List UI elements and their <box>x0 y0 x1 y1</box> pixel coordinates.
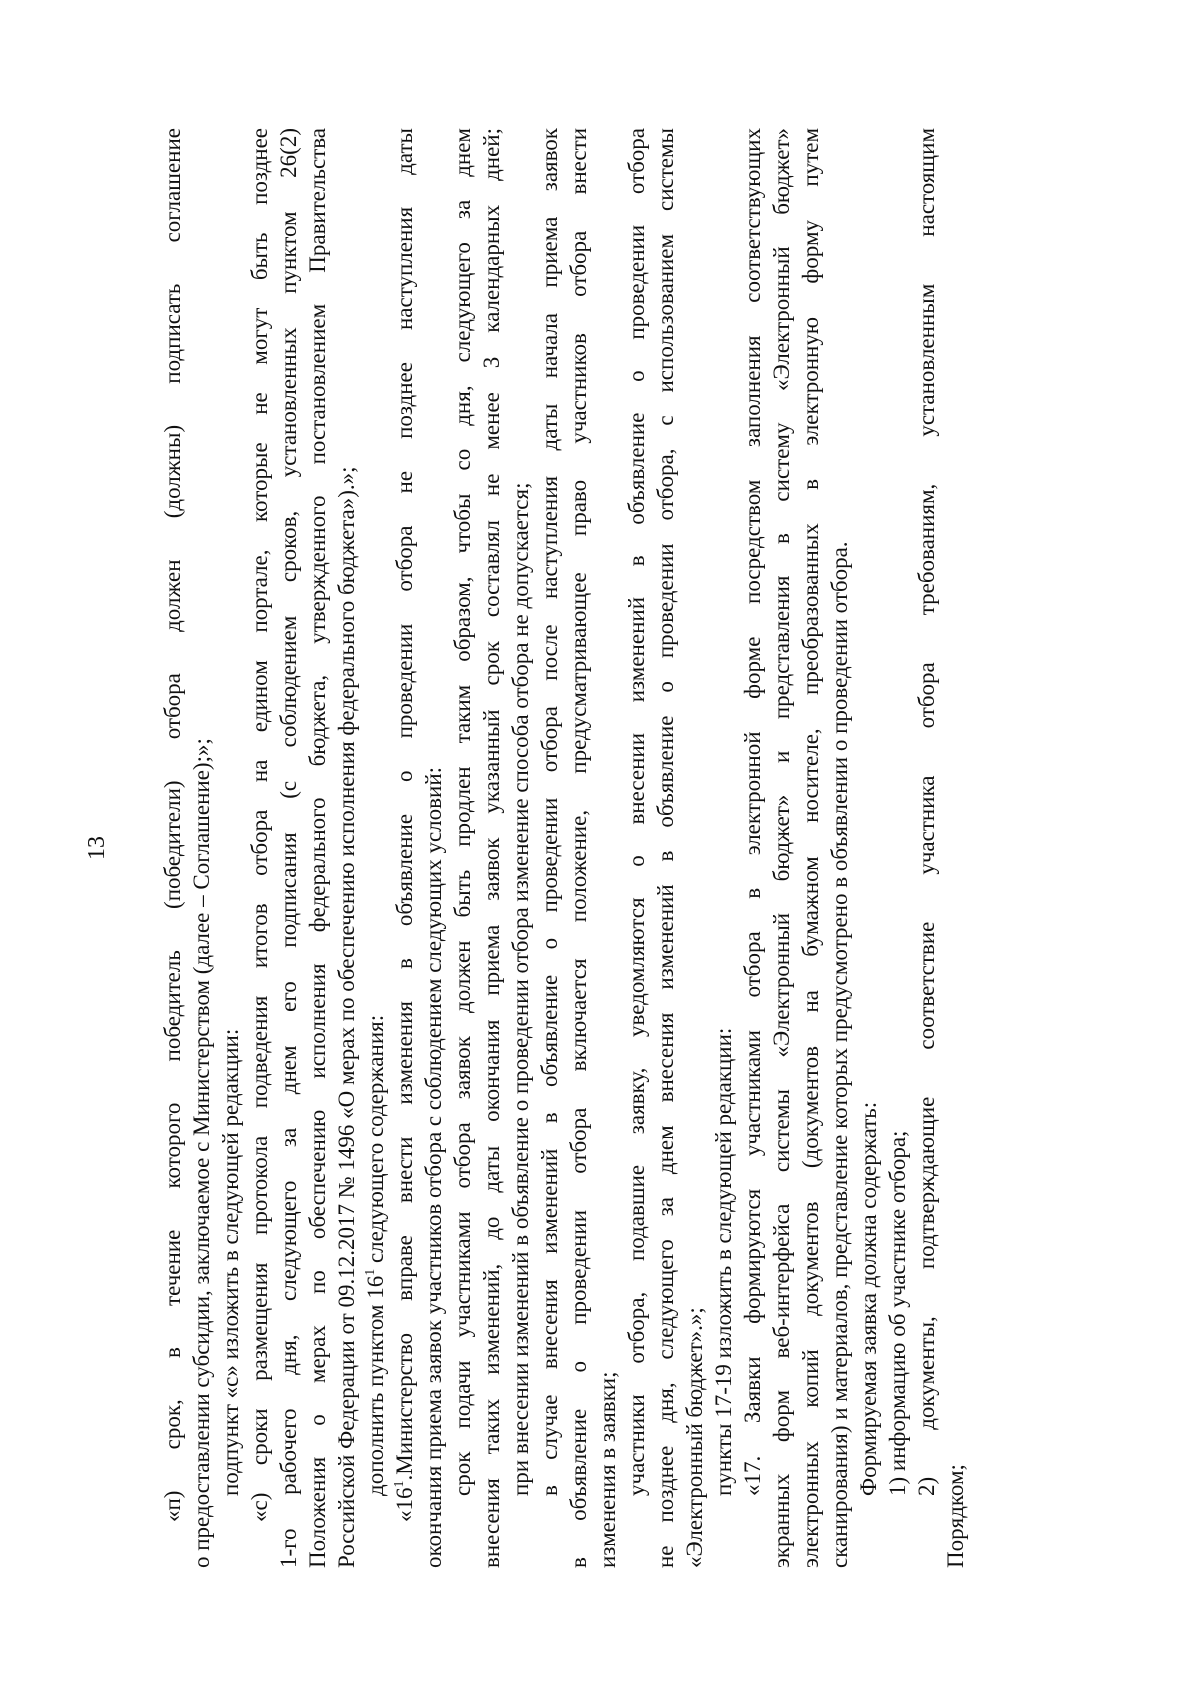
text-fragment: «16 <box>392 1487 417 1522</box>
text-line: Положения о мерах по обеспечению исполнения федерального бюджета, утвержденного постановлением Правительства <box>305 128 330 1568</box>
text-line: Формируемая заявка должна содержать: <box>856 1101 881 1496</box>
text-line: 1) информацию об участнике отбора; <box>885 1130 910 1496</box>
superscript: 1 <box>392 1480 407 1488</box>
superscript: 1 <box>363 1268 378 1276</box>
text-line: внесения таких изменений, до даты окончания приема заявок указанный срок составлял не менее 3 календарных дней; <box>479 128 504 1568</box>
text-fragment: .Министерство вправе внести изменения в объявление о проведении отбора не позднее наступления даты <box>392 128 417 1481</box>
text-line: «Электронный бюджет».»; <box>682 1307 707 1568</box>
text-line: участники отбора, подавшие заявку, уведомляются о внесении изменений в объявление о проведении отбора <box>624 128 649 1496</box>
text-line: при внесении изменений в объявление о проведении отбора изменение способа отбора не допускается; <box>508 482 533 1496</box>
text-line: пункты 17-19 изложить в следующей редакции: <box>711 1027 736 1496</box>
text-line: срок подачи участниками отбора заявок должен быть продлен таким образом, чтобы со дня, следующего за днем <box>450 128 475 1496</box>
page-number: 13 <box>84 836 110 860</box>
text-line: в объявление о проведении отбора включается положение, предусматривающее право участников отбора внести <box>566 128 591 1568</box>
text-line: изменения в заявки; <box>595 1371 620 1568</box>
text-line: подпункт «с» изложить в следующей редакции: <box>218 1028 243 1496</box>
text-fragment: следующего содержания: <box>363 1014 388 1269</box>
document-body <box>158 128 970 1568</box>
rotated-content <box>82 128 1142 1568</box>
text-line <box>390 128 419 1568</box>
text-line: не позднее дня, следующего за днем внесения изменений в объявление о проведении отбора, с использованием системы <box>653 128 678 1568</box>
text-line: о предоставлении субсидии, заключаемое с Министерством (далее – Соглашение);»; <box>189 738 214 1568</box>
text-line: Российской Федерации от 09.12.2017 № 1496 «О мерах по обеспечению исполнения федерального бюджета»).»; <box>334 466 359 1568</box>
text-line: 2) документы, подтверждающие соответствие участника отбора требованиям, установленным настоящим <box>914 128 939 1496</box>
text-line: «с) сроки размещения протокола подведения итогов отбора на едином портале, которые не могут быть позднее <box>247 128 272 1522</box>
text-line: экранных форм веб-интерфейса системы «Электронный бюджет» и представления в систему «Электронный бюджет» <box>769 128 794 1568</box>
text-line: «п) срок, в течение которого победитель (победители) отбора должен (должны) подписать соглашение <box>160 128 185 1522</box>
text-fragment: дополнить пунктом 16 <box>363 1275 388 1496</box>
text-line <box>361 128 390 1568</box>
text-line: Порядком; <box>943 1464 968 1568</box>
text-line: окончания приема заявок участников отбора с соблюдением следующих условий: <box>421 766 446 1568</box>
text-line: 1-го рабочего дня, следующего за днем его подписания (с соблюдением сроков, установленных пунктом 26(2) <box>276 128 301 1568</box>
text-line: в случае внесения изменений в объявление о проведении отбора после наступления даты начала приема заявок <box>537 128 562 1496</box>
text-line: сканирования) и материалов, представление которых предусмотрено в объявлении о проведении отбора. <box>827 541 852 1568</box>
text-line: «17. Заявки формируются участниками отбора в электронной форме посредством заполнения соответствующих <box>740 128 765 1496</box>
text-line: электронных копий документов (документов на бумажном носителе, преобразованных в электронную форму путем <box>798 128 823 1568</box>
